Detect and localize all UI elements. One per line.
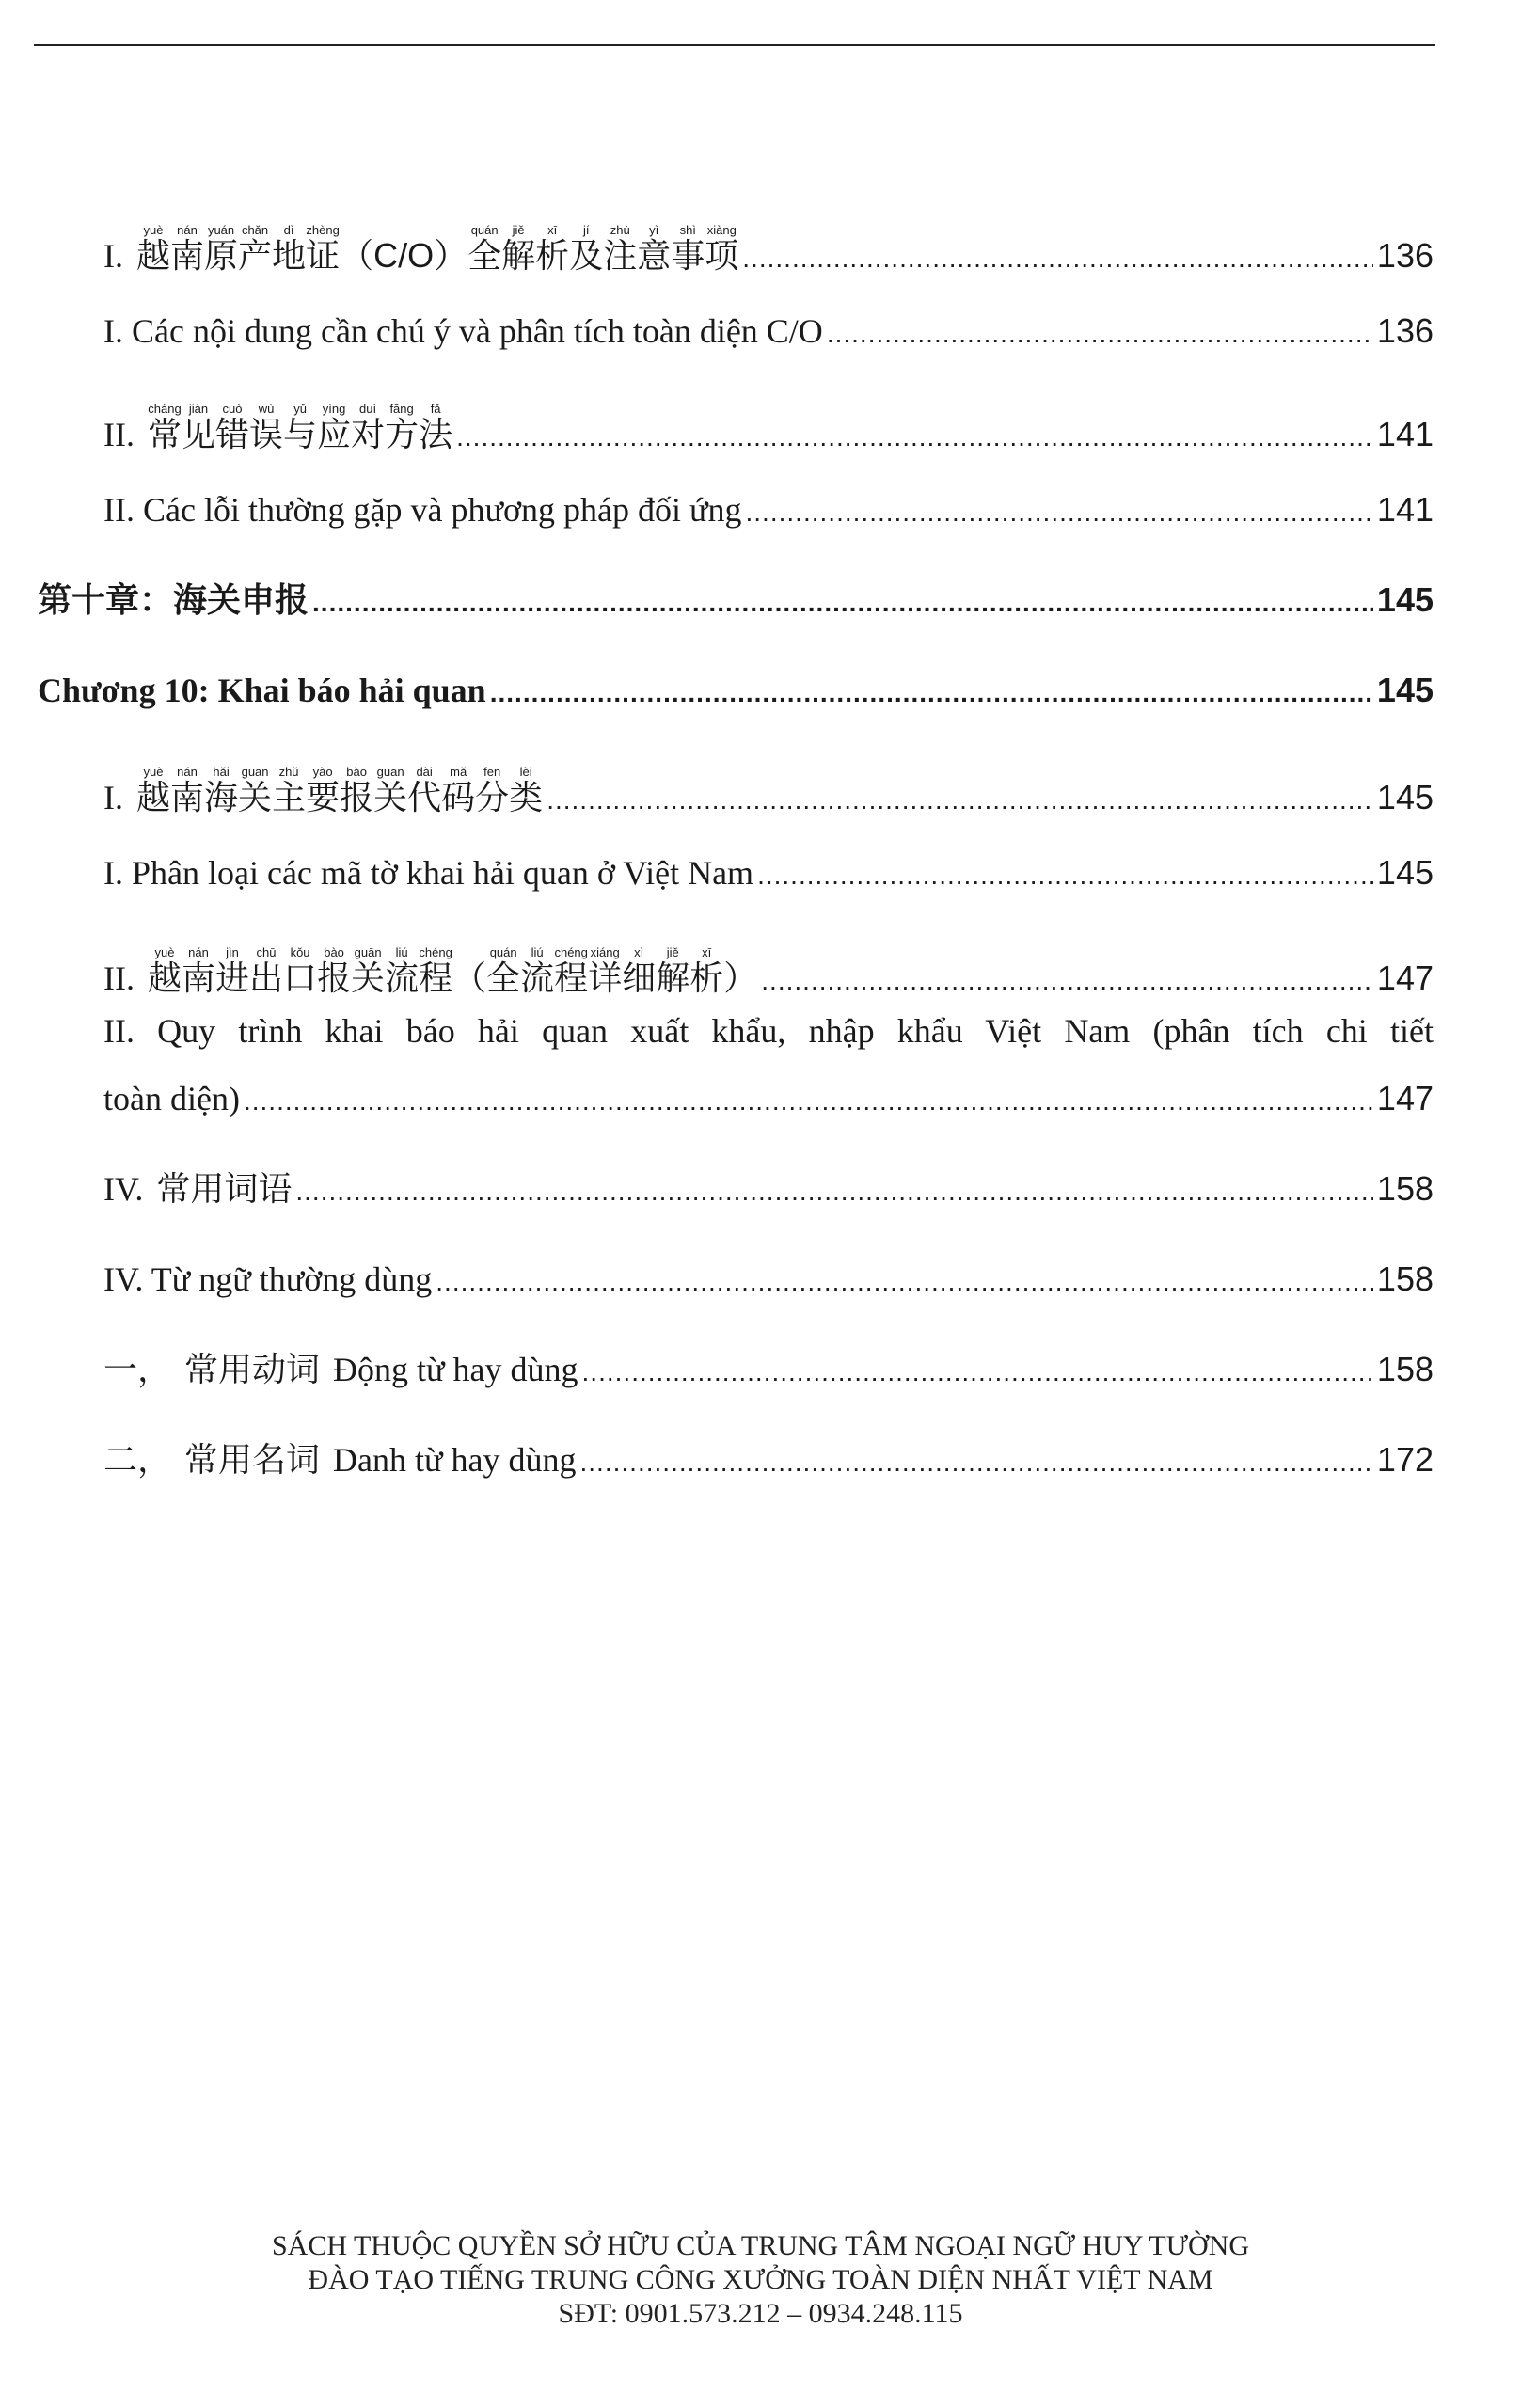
pinyin-char: 分fēn xyxy=(475,765,510,817)
pinyin-char: 流liú xyxy=(520,945,555,998)
pinyin-char: 海hǎi xyxy=(204,765,239,817)
pinyin-char: 产chǎn xyxy=(238,223,273,276)
pinyin-char: 误wù xyxy=(249,402,284,454)
leader-dots xyxy=(580,1442,1373,1483)
page-number: 145 xyxy=(1376,580,1434,619)
leader-dots xyxy=(295,1171,1373,1212)
toc-entry-common-errors-zh[interactable]: II. 常cháng见jiàn错cuò误wù与yǔ应yìng对duì方fāng法fǎ ..... 141 xyxy=(103,403,1434,458)
pinyin-char: 类lèi xyxy=(509,765,544,817)
page-number: 141 xyxy=(1376,415,1434,453)
footer-ownership: SÁCH THUỘC QUYỀN SỞ HỮU CỦA TRUNG TÂM NGOẠI NGỮ HUY TƯỜNG xyxy=(271,2230,1250,2261)
pinyin-char: 证zhèng xyxy=(306,223,341,276)
pinyin-char: 报bào xyxy=(317,945,352,998)
leader-dots xyxy=(244,1081,1373,1122)
leader-dots xyxy=(742,238,1373,279)
leader-dots xyxy=(490,673,1373,714)
page-number: 145 xyxy=(1376,853,1434,892)
pinyin-title xyxy=(136,765,544,817)
page-number: 147 xyxy=(1376,1079,1434,1117)
leader-dots xyxy=(827,313,1373,355)
pinyin-char: 方fāng xyxy=(385,402,420,454)
pinyin-char: 解jiě xyxy=(656,945,690,998)
pinyin-char: 全quán xyxy=(467,223,502,276)
page-number: 158 xyxy=(1376,1350,1434,1388)
toc-entry-customs-process-vi[interactable] xyxy=(103,1078,1434,1122)
pinyin-char: 口kǒu xyxy=(283,945,318,998)
pinyin-char: 原yuán xyxy=(204,223,239,276)
pinyin-char: 程chéng xyxy=(554,945,589,998)
header-rule xyxy=(34,44,1435,46)
leader-dots xyxy=(312,582,1373,624)
pinyin-char: 对duì xyxy=(351,402,386,454)
pinyin-char: 出chū xyxy=(249,945,284,998)
pinyin-char: 关guān xyxy=(373,765,408,817)
pinyin-char: 南nán xyxy=(182,945,216,998)
pinyin-char: 意yì xyxy=(637,223,672,276)
footer-tagline: ĐÀO TẠO TIẾNG TRUNG CÔNG XƯỞNG TOÀN DIỆN NHẤT VIỆT NAM xyxy=(308,2264,1213,2295)
pinyin-char: 代dài xyxy=(407,765,442,817)
pinyin-char: 析xī xyxy=(689,945,724,998)
leader-dots xyxy=(582,1352,1373,1393)
pinyin-char: 关guān xyxy=(351,945,386,998)
entry-title: 常用词语 xyxy=(156,1170,293,1209)
entry-title: toàn diện) xyxy=(103,1080,240,1117)
entry-title: IV. Từ ngữ thường dùng xyxy=(103,1260,433,1298)
page-number: 141 xyxy=(1376,490,1434,529)
leader-dots xyxy=(436,1261,1373,1303)
pinyin-char: 进jìn xyxy=(215,945,250,998)
page-number: 158 xyxy=(1376,1169,1434,1208)
pinyin-char: ） xyxy=(434,237,468,276)
pinyin-char: 全quán xyxy=(486,945,521,998)
entry-title: I. Các nội dung cần chú ý và phân tích toàn diện C/O xyxy=(103,312,823,350)
pinyin-char: 主zhǔ xyxy=(272,765,307,817)
toc-entry-customs-codes-zh[interactable]: I. 越yuè南nán海hǎi关guān主zhǔ要yào报bào关guān代dài码mǎ分fēn类lèi ..... 145 xyxy=(103,766,1434,821)
leader-dots xyxy=(456,417,1373,458)
page-number: 147 xyxy=(1376,958,1434,997)
chapter-title: 第十章：海关申报 xyxy=(38,581,309,620)
pinyin-char: 应yìng xyxy=(317,402,352,454)
toc-entry-common-terms-zh[interactable]: IV. 常用词语 ..... 158 xyxy=(103,1168,1434,1212)
pinyin-char: 解jiě xyxy=(501,223,536,276)
page-number: 172 xyxy=(1376,1440,1434,1479)
pinyin-char: 地dì xyxy=(272,223,307,276)
pinyin-char: 事shì xyxy=(671,223,705,276)
page-number: 145 xyxy=(1376,778,1434,816)
pinyin-char: 要yào xyxy=(306,765,341,817)
leader-dots xyxy=(547,780,1373,821)
toc-chapter-10-zh[interactable] xyxy=(38,579,1434,624)
pinyin-char: 程chéng xyxy=(419,945,453,998)
page-number: 158 xyxy=(1376,1259,1434,1298)
pinyin-char: 流liú xyxy=(385,945,420,998)
page-number: 136 xyxy=(1376,311,1434,350)
toc-entry-common-errors-vi[interactable] xyxy=(103,489,1434,533)
pinyin-char: 越yuè xyxy=(136,223,171,276)
pinyin-char: 及jí xyxy=(569,223,604,276)
toc-entry-common-verbs[interactable]: 一， 常用动词 Động từ hay dùng ..... 158 xyxy=(103,1349,1434,1393)
pinyin-char: （ xyxy=(452,959,487,998)
pinyin-char: 越yuè xyxy=(136,765,171,817)
page-number: 136 xyxy=(1376,236,1434,275)
pinyin-char: 码mǎ xyxy=(441,765,476,817)
leader-dots xyxy=(761,960,1373,1002)
toc-entry-customs-codes-vi[interactable] xyxy=(103,852,1434,896)
pinyin-char: 南nán xyxy=(170,223,205,276)
pinyin-char: ） xyxy=(723,959,758,998)
pinyin-char: 关guān xyxy=(238,765,273,817)
pinyin-char: 见jiàn xyxy=(182,402,216,454)
pinyin-char: C/O xyxy=(373,236,435,275)
entry-title: I. Phân loại các mã tờ khai hải quan ở Việt Nam xyxy=(103,854,754,892)
pinyin-char: 越yuè xyxy=(147,945,182,998)
pinyin-char: 常cháng xyxy=(147,402,182,454)
pinyin-title xyxy=(136,223,739,276)
pinyin-char: 细xì xyxy=(622,945,657,998)
pinyin-char: 详xiáng xyxy=(588,945,623,998)
pinyin-char: 项xiàng xyxy=(705,223,739,276)
pinyin-char: 错cuò xyxy=(215,402,250,454)
pinyin-char: 法fǎ xyxy=(419,402,453,454)
pinyin-char: 析xī xyxy=(535,223,570,276)
leader-dots xyxy=(757,855,1373,896)
toc-chapter-10-vi[interactable] xyxy=(38,670,1434,714)
footer-phone: SĐT: 0901.573.212 – 0934.248.115 xyxy=(558,2298,963,2329)
toc-entry-co-analysis-vi[interactable] xyxy=(103,310,1434,355)
page-number: 145 xyxy=(1376,671,1434,709)
pinyin-title xyxy=(147,402,453,454)
toc-entry-co-analysis-zh[interactable]: I. 越yuè南nán原yuán产chǎn地dì证zhèng（C/O）全quán解jiě析xī及jí注zhù意yì事shì项xiàng ..... 136 xyxy=(103,224,1434,279)
toc-entry-customs-process-vi-line1[interactable]: II. Quy trình khai báo hải quan xuất khẩu, nhập khẩu Việt Nam (phân tích chi tiết xyxy=(103,1012,1434,1050)
pinyin-char: 与yǔ xyxy=(283,402,318,454)
toc-entry-common-nouns[interactable]: 二， 常用名词 Danh từ hay dùng ..... 172 xyxy=(103,1439,1434,1483)
leader-dots xyxy=(746,492,1373,533)
pinyin-char: 注zhù xyxy=(603,223,638,276)
chapter-title: Chương 10: Khai báo hải quan xyxy=(38,672,486,709)
pinyin-char: 南nán xyxy=(170,765,205,817)
toc-entry-customs-process-zh[interactable]: II. 越yuè南nán进jìn出chū口kǒu报bào关guān流liú程chéng（全quán流liú程chéng详xiáng细xì解jiě析xī） ..... 147 xyxy=(103,946,1434,1002)
page-footer xyxy=(0,2229,1521,2331)
pinyin-char: 报bào xyxy=(340,765,374,817)
toc-entry-common-terms-vi[interactable] xyxy=(103,1259,1434,1303)
pinyin-title xyxy=(147,945,758,998)
entry-title: II. Các lỗi thường gặp và phương pháp đối ứng xyxy=(103,491,742,529)
pinyin-char: （ xyxy=(340,237,374,276)
